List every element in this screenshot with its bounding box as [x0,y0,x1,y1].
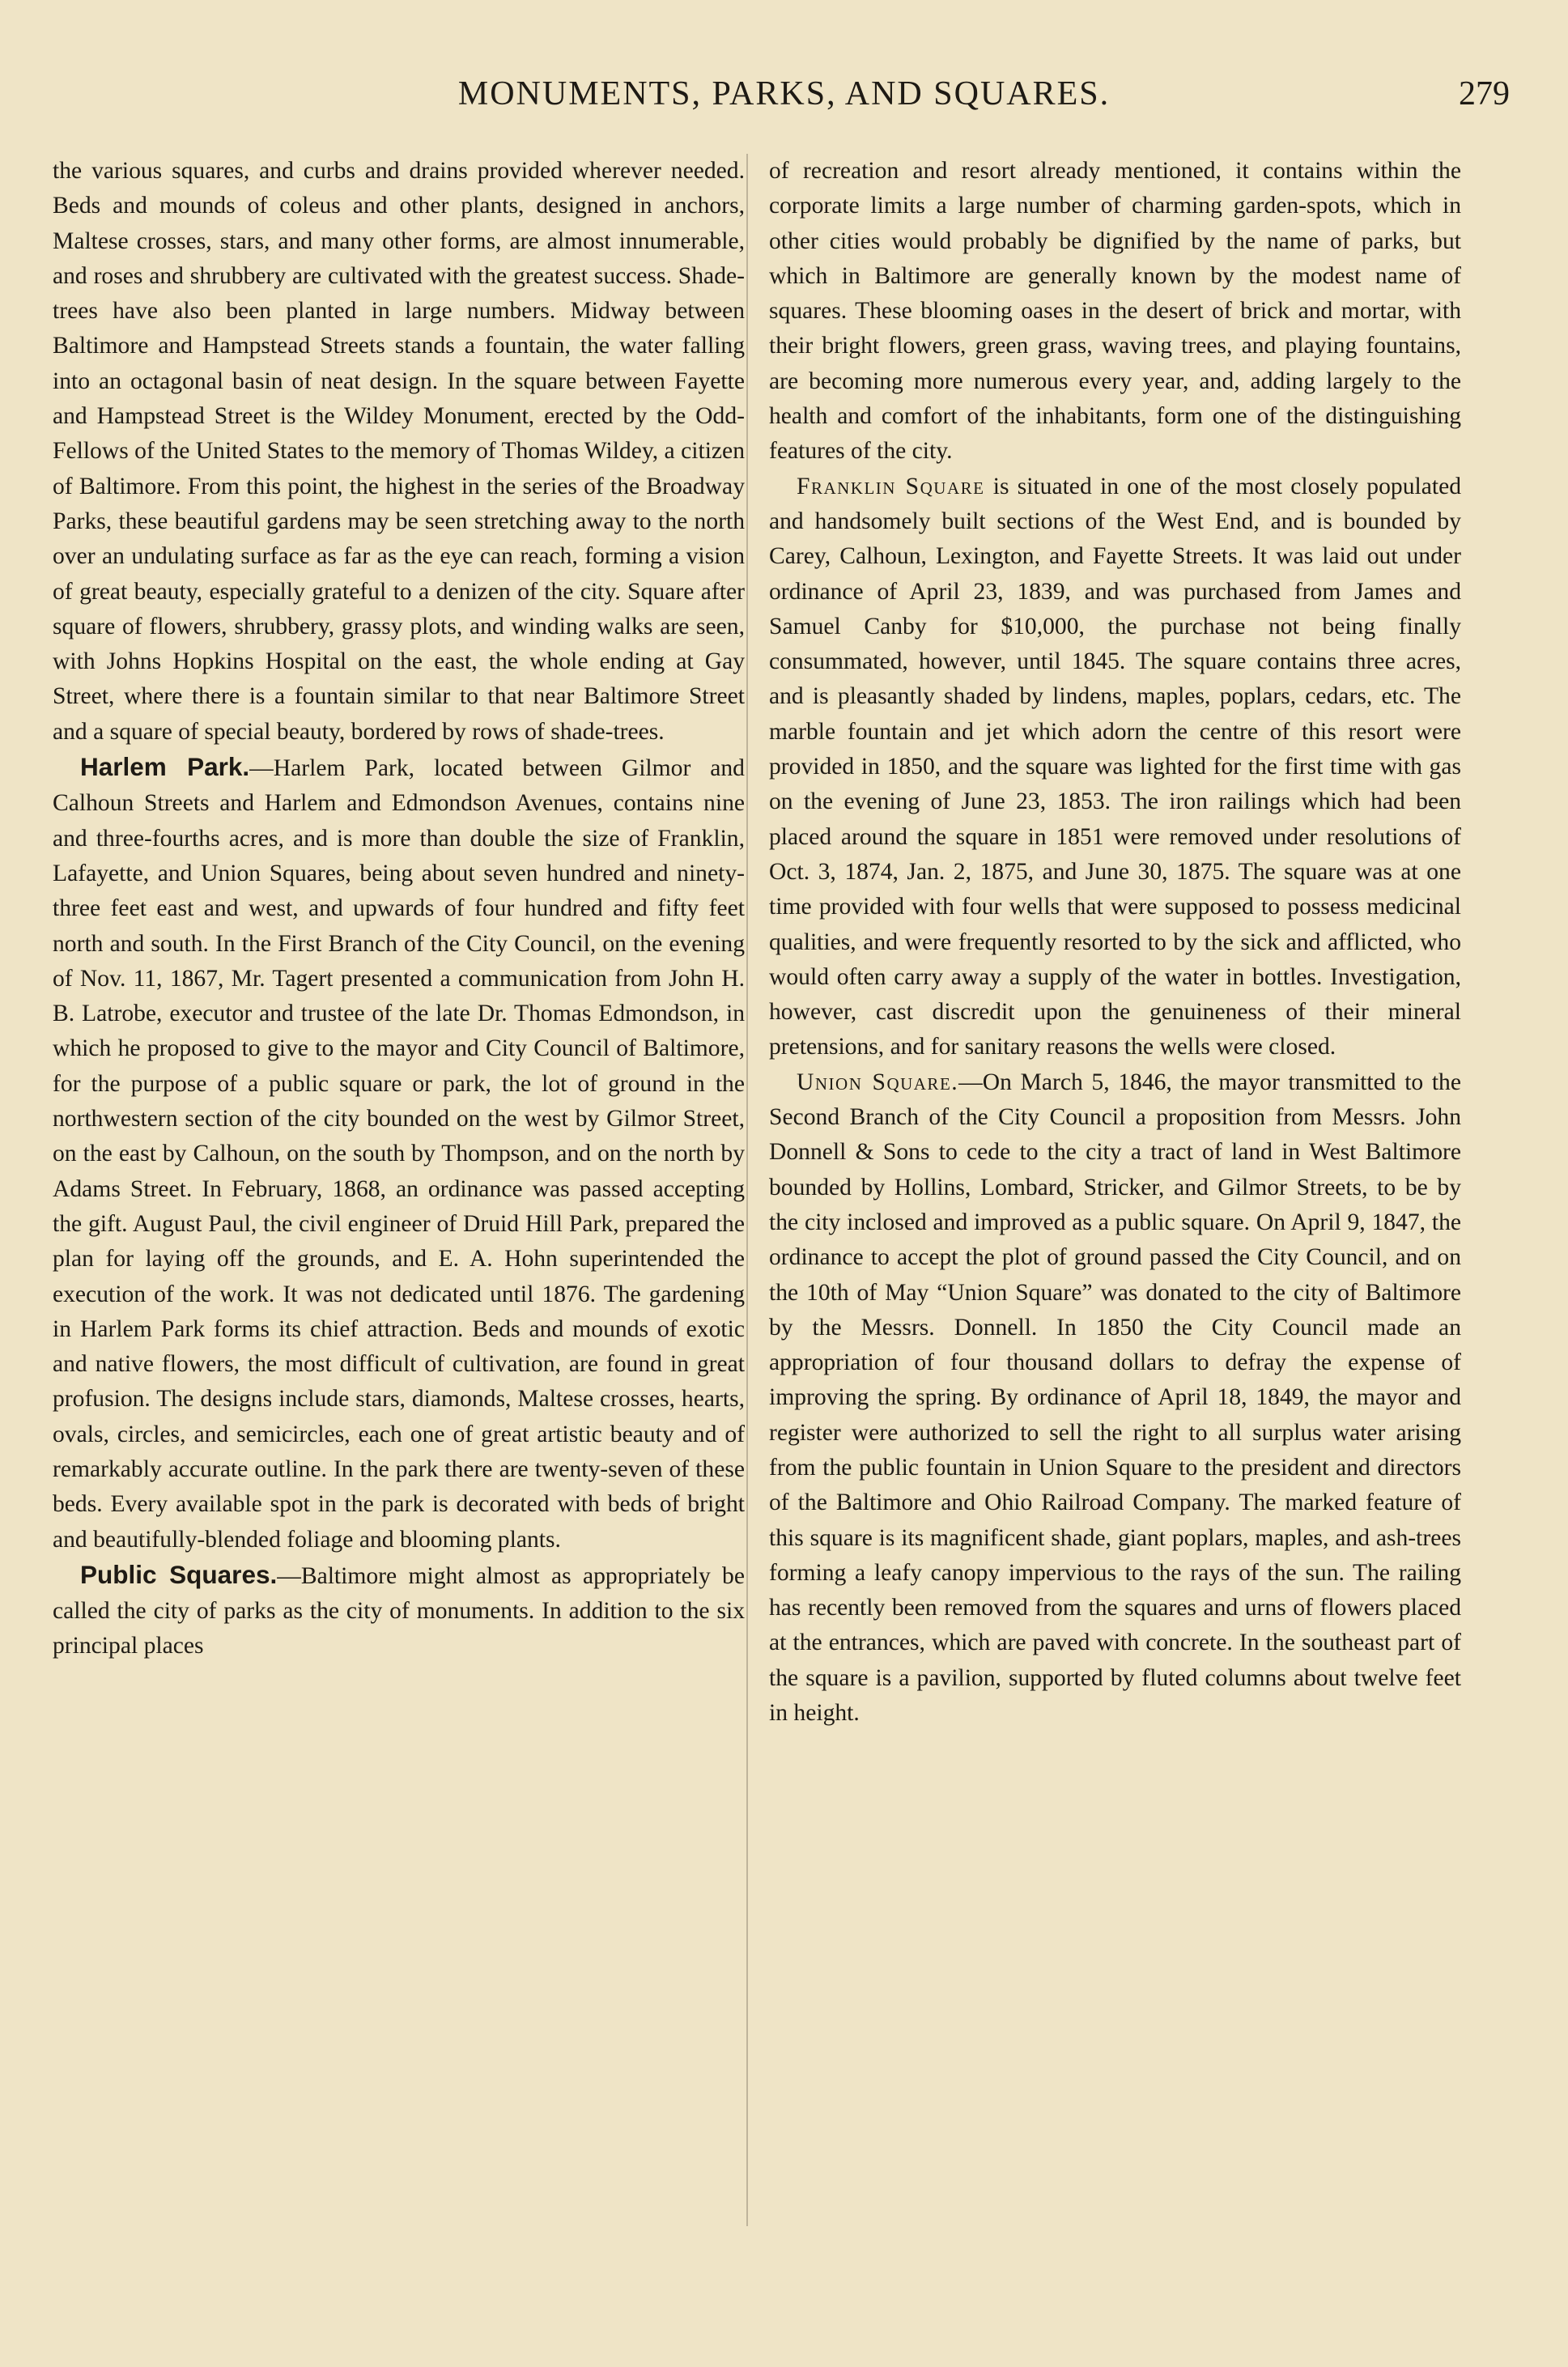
heading-franklin-square: Franklin Square [797,473,985,499]
page-header [49,74,1519,123]
paragraph-recreation: of recreation and resort already mentioned, it contains within the corporate limits a large number of charming garden-spots, which in other cities would probably be dignified by the name of parks, but which in Baltimore are generally known by the modest name of squares. These blooming oases in the desert of brick and mortar, with their bright flowers, green grass, waving trees, and playing fountains, are becoming more numerous every year, and, adding largely to the health and comfort of the inhabitants, form one of the distinguishing features of the city. [769,158,1461,465]
page-number: 279 [1459,75,1510,113]
franklin-square-text: is situated in one of the most closely populated and handsomely built sections of the West End, and is bounded by Carey, Calhoun, Lexington, and Fayette Streets. It was laid out under ordinance of April 23, 1839, and was purchased from James and Samuel Canby for $10,000, the purchase not being finally consummated, however, until 1845. The square contains three acres, and is pleasantly shaded by lindens, maples, poplars, cedars, etc. The marble fountain and jet which adorn the centre of this resort were provided in 1850, and the square was lighted for the first time with gas on the evening of June 23, 1853. The iron railings which had been placed around the square in 1851 were removed under resolutions of Oct. 3, 1874, Jan. 2, 1875, and June 30, 1875. The square was at one time provided with four wells that were supposed to possess medicinal qualities, and were frequently resorted to by the sick and afflicted, who would often carry away a supply of the water in bottles. Investigation, however, cast discredit upon the genuineness of their mineral pretensions, and for sanitary reasons the wells were closed. [769,473,1461,1060]
heading-public-squares: Public Squares. [80,1559,278,1589]
column-divider [746,154,748,2226]
paragraph-harlem-park [53,750,745,1557]
paragraph-broadway-squares: the various squares, and curbs and drains provided wherever needed. Beds and mounds of coleus and other plants, designed in anchors, Maltese crosses, stars, and many other forms, are almost innumerable, and roses and shrubbery are cultivated with the greatest success. Shade-trees have also been planted in large numbers. Midway between Baltimore and Hampstead Streets stands a fountain, the water falling into an octagonal basin of neat design. In the square between Fayette and Hampstead Street is the Wildey Monument, erected by the Odd-Fellows of the United States to the memory of Thomas Wildey, a citizen of Baltimore. From this point, the highest in the series of the Broadway Parks, these beautiful gardens may be seen stretching away to the north over an undulating surface as far as the eye can reach, forming a vision of great beauty, especially grateful to a denizen of the city. Square after square of flowers, shrubbery, grassy plots, and winding walks are seen, with Johns Hopkins Hospital on the east, the whole ending at Gay Street, where there is a fountain similar to that near Baltimore Street and a square of special beauty, bordered by rows of shade-trees. [53,158,745,745]
paragraph-public-squares [53,1557,745,1664]
running-title: MONUMENTS, PARKS, AND SQUARES. [457,75,1111,113]
heading-harlem-park: Harlem Park. [80,752,250,782]
paragraph-franklin-square [769,470,1461,1065]
public-squares-text: —Baltimore might almost as appropriately be called the city of parks as the city of monuments. In addition to the six principal places [53,1562,745,1659]
heading-union-square: Union Square. [797,1069,959,1095]
harlem-park-text: —Harlem Park, located between Gilmor and Calhoun Streets and Harlem and Edmondson Avenues, contains nine and three-fourths acres, and is more than double the size of Franklin, Lafayette, and Union Squares, being about seven hundred and ninety-three feet east and west, and upwards of four hundred and fifty feet north and south. In the First Branch of the City Council, on the evening of Nov. 11, 1867, Mr. Tagert presented a communication from John H. B. Latrobe, executor and trustee of the late Dr. Thomas Edmondson, in which he proposed to give to the mayor and City Council of Baltimore, for the purpose of a public square or park, the lot of ground in the northwestern section of the city bounded on the west by Gilmor Street, on the east by Calhoun, on the south by Thompson, and on the north by Adams Street. In February, 1868, an ordinance was passed accepting the gift. August Paul, the civil engineer of Druid Hill Park, prepared the plan for laying off the grounds, and E. A. Hohn superintended the execution of the work. It was not dedicated until 1876. The gardening in Harlem Park forms its chief attraction. Beds and mounds of exotic and native flowers, the most difficult of cultivation, are found in great profusion. The designs include stars, diamonds, Maltese crosses, hearts, ovals, circles, and semicircles, each one of great artistic beauty and of remarkably accurate outline. In the park there are twenty-seven of these beds. Every available spot in the park is decorated with beds of bright and beautifully-blended foliage and blooming plants. [53,755,745,1553]
left-column [53,154,745,1664]
union-square-text: —On March 5, 1846, the mayor transmitted to the Second Branch of the City Council a proposition from Messrs. John Donnell & Sons to cede to the city a tract of land in West Baltimore bounded by Hollins, Lombard, Stricker, and Gilmor Streets, to be by the city inclosed and improved as a public square. On April 9, 1847, the ordinance to accept the plot of ground passed the City Council, and on the 10th of May “Union Square” was donated to the city of Baltimore by the Messrs. Donnell. In 1850 the City Council made an appropriation of four thousand dollars to defray the expense of improving the spring. By ordinance of April 18, 1849, the mayor and register were authorized to sell the right to all surplus water arising from the public fountain in Union Square to the president and directors of the Baltimore and Ohio Railroad Company. The marked feature of this square is its magnificent shade, giant poplars, maples, and ash-trees forming a leafy canopy impervious to the rays of the sun. The railing has recently been removed from the squares and urns of flowers placed at the entrances, which are paved with concrete. In the southeast part of the square is a pavilion, supported by fluted columns about twelve feet in height. [769,1069,1461,1727]
paragraph-union-square [769,1065,1461,1732]
right-column [769,154,1461,1731]
